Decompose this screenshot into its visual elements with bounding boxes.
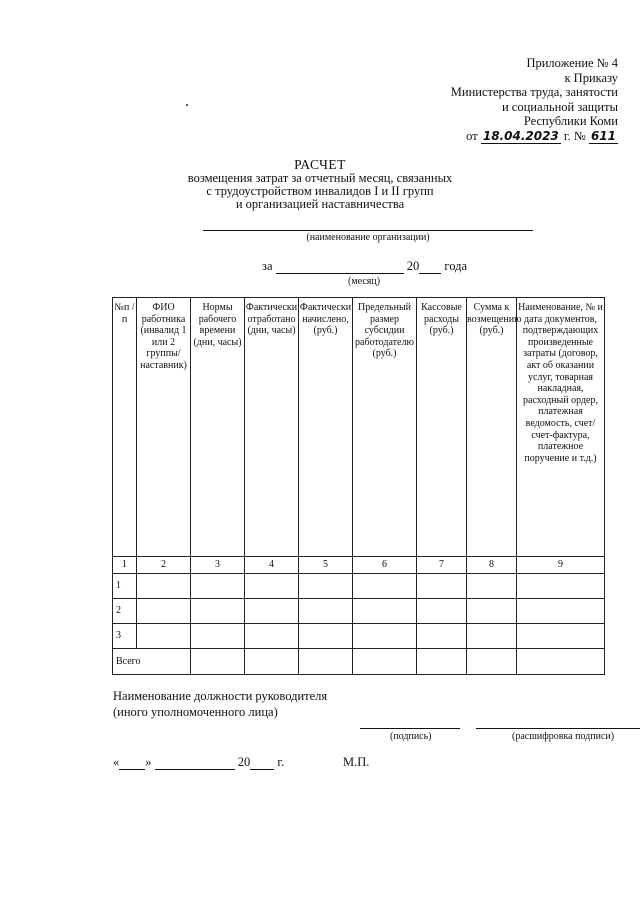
appendix-number: Приложение № 4 bbox=[526, 56, 618, 70]
table-row bbox=[113, 574, 605, 599]
appendix-number-prefix: г. № bbox=[563, 128, 586, 143]
header-cell: Наименование, № и дата документов, подтверждающих произведенные затраты (договор, акт об оказании услуг, товарная накладная, расходный ордер, платежная ведомость, счет/счет-фактура, платежное поручение и т.д.) bbox=[517, 298, 605, 557]
table-cell bbox=[467, 574, 517, 599]
table-cell bbox=[191, 599, 245, 624]
header-cell: №п /п bbox=[113, 298, 137, 557]
year-blank bbox=[419, 261, 441, 274]
table-cell bbox=[417, 599, 467, 624]
table-cell bbox=[417, 624, 467, 649]
appendix-ministry-line2: и социальной защиты bbox=[501, 99, 618, 114]
year-prefix: 20 bbox=[237, 755, 251, 769]
period-year-prefix: 20 bbox=[406, 259, 420, 273]
table-cell bbox=[517, 649, 605, 675]
table-cell bbox=[467, 624, 517, 649]
row-number: 3 bbox=[113, 624, 137, 649]
day-blank bbox=[119, 757, 145, 770]
title-line1: возмещения затрат за отчетный месяц, связанных bbox=[187, 171, 453, 185]
signatory-position bbox=[113, 688, 327, 720]
appendix-order-ref: к Приказу bbox=[564, 70, 618, 85]
title-main: РАСЧЕТ bbox=[294, 157, 346, 172]
table-cell bbox=[517, 574, 605, 599]
table-row bbox=[113, 599, 605, 624]
year-blank bbox=[250, 757, 274, 770]
table-cell bbox=[137, 624, 191, 649]
table-cell bbox=[467, 599, 517, 624]
period-line bbox=[262, 259, 467, 274]
header-cell: Нормы рабочего времени (дни, часы) bbox=[191, 298, 245, 557]
column-number: 1 bbox=[113, 557, 137, 574]
organization-name-line bbox=[203, 230, 533, 231]
signature-line bbox=[360, 728, 460, 729]
table-cell bbox=[137, 574, 191, 599]
title-line2: с трудоустройством инвалидов I и II групп bbox=[206, 184, 434, 198]
calculation-table bbox=[112, 297, 605, 675]
header-cell: ФИО работника (инвалид 1 или 2 группы/ наставник) bbox=[137, 298, 191, 557]
period-suffix: года bbox=[444, 259, 467, 273]
table-cell bbox=[417, 649, 467, 675]
table-cell bbox=[191, 574, 245, 599]
organization-caption: (наименование организации) bbox=[306, 232, 430, 243]
appendix-republic: Республики Коми bbox=[523, 114, 618, 128]
stamp-place: М.П. bbox=[343, 755, 370, 769]
table-cell bbox=[299, 599, 353, 624]
quote-close: » bbox=[145, 755, 152, 769]
signature-caption: (подпись) bbox=[390, 731, 432, 742]
table-cell bbox=[467, 649, 517, 675]
table-cell bbox=[299, 624, 353, 649]
column-number: 4 bbox=[245, 557, 299, 574]
column-number: 9 bbox=[517, 557, 605, 574]
header-cell: Кассовые расходы (руб.) bbox=[417, 298, 467, 557]
month-blank bbox=[155, 757, 235, 770]
column-number: 3 bbox=[191, 557, 245, 574]
sign-date-line bbox=[113, 755, 284, 770]
table-cell bbox=[245, 599, 299, 624]
table-cell bbox=[137, 599, 191, 624]
table-cell bbox=[417, 574, 467, 599]
appendix-date: 18.04.2023 bbox=[482, 128, 559, 143]
decode-caption: (расшифровка подписи) bbox=[512, 731, 615, 742]
total-label: Всего bbox=[113, 649, 191, 675]
table-cell bbox=[353, 649, 417, 675]
table-cell bbox=[245, 624, 299, 649]
quote-open: « bbox=[113, 755, 120, 769]
header-cell: Сумма к возмещению (руб.) bbox=[467, 298, 517, 557]
header-cell: Фактически отработано (дни, часы) bbox=[245, 298, 299, 557]
table-cell bbox=[299, 574, 353, 599]
period-prefix: за bbox=[262, 259, 273, 273]
table-cell bbox=[353, 624, 417, 649]
column-number-row bbox=[113, 557, 605, 574]
appendix-header bbox=[451, 56, 618, 143]
table-cell bbox=[245, 649, 299, 675]
table-cell bbox=[191, 624, 245, 649]
document-title bbox=[110, 158, 530, 211]
month-caption: (месяц) bbox=[348, 276, 381, 287]
month-blank bbox=[276, 261, 404, 274]
table-header-row bbox=[113, 298, 605, 557]
appendix-ministry-line1: Министерства труда, занятости bbox=[450, 85, 618, 99]
scan-speck bbox=[186, 104, 188, 106]
table-cell bbox=[191, 649, 245, 675]
position-line2: (иного уполномоченного лица) bbox=[113, 705, 278, 719]
signature-decode-line bbox=[476, 728, 640, 729]
appendix-date-line bbox=[451, 129, 618, 144]
table-cell bbox=[517, 599, 605, 624]
total-row bbox=[113, 649, 605, 675]
table-row bbox=[113, 624, 605, 649]
position-line1: Наименование должности руководителя bbox=[113, 689, 328, 703]
table-cell bbox=[517, 624, 605, 649]
column-number: 8 bbox=[467, 557, 517, 574]
appendix-date-prefix: от bbox=[466, 128, 478, 143]
appendix-order-number: 611 bbox=[590, 128, 616, 143]
header-cell: Фактически начислено, (руб.) bbox=[299, 298, 353, 557]
year-suffix: г. bbox=[277, 755, 285, 769]
header-cell: Предельный размер субсидии работодателю (руб.) bbox=[353, 298, 417, 557]
column-number: 6 bbox=[353, 557, 417, 574]
table-cell bbox=[299, 649, 353, 675]
column-number: 7 bbox=[417, 557, 467, 574]
table-cell bbox=[245, 574, 299, 599]
column-number: 2 bbox=[137, 557, 191, 574]
column-number: 5 bbox=[299, 557, 353, 574]
row-number: 1 bbox=[113, 574, 137, 599]
row-number: 2 bbox=[113, 599, 137, 624]
title-line3: и организацией наставничества bbox=[235, 197, 405, 211]
table-cell bbox=[353, 599, 417, 624]
table-cell bbox=[353, 574, 417, 599]
